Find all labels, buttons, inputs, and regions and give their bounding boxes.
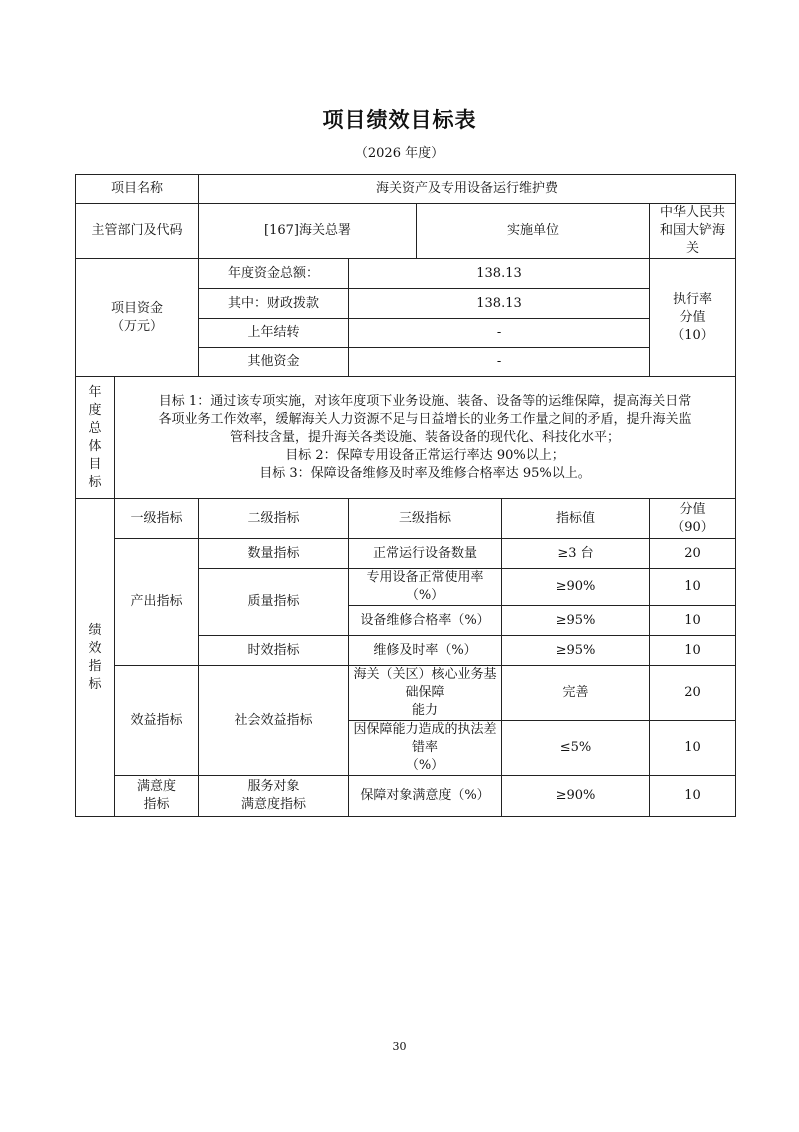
- annual-goals-label-char: 年: [88, 384, 102, 400]
- goal-line: 各项业务工作效率，缓解海关人力资源不足与日益增长的业务工作量之间的矛盾，提升海关监: [158, 411, 692, 427]
- indicator-name: 保障对象满意度（%）: [349, 776, 502, 817]
- indicators-side-char: 绩: [88, 622, 102, 638]
- indicators-side-char: 效: [88, 640, 102, 656]
- execution-rate-score: [650, 259, 736, 377]
- satisfaction-label-line2: 指标: [143, 797, 170, 812]
- table-row: [76, 539, 736, 569]
- indicator-value: ≤5%: [502, 721, 650, 776]
- indicator-score: 10: [650, 569, 736, 606]
- dept-label: 主管部门及代码: [76, 204, 199, 259]
- header-score: [650, 499, 736, 539]
- header-value: 指标值: [502, 499, 650, 539]
- indicator-value: ≥95%: [502, 636, 650, 666]
- indicator-score: 10: [650, 636, 736, 666]
- indicator-value: ≥3 台: [502, 539, 650, 569]
- satisfaction-label-line1: 满意度: [137, 779, 177, 794]
- indicator-name: 维修及时率（%）: [349, 636, 502, 666]
- indicator-score: 20: [650, 539, 736, 569]
- indicator-value: ≥95%: [502, 606, 650, 636]
- impl-unit-value: 中华人民共和国大铲海关: [650, 204, 736, 259]
- header-level2: 二级指标: [199, 499, 349, 539]
- funds-other-value: -: [349, 348, 650, 377]
- document-year: （2026 年度）: [354, 146, 445, 161]
- social-benefit-indicator-label: 社会效益指标: [199, 666, 349, 776]
- indicator-value: 完善: [502, 666, 650, 721]
- execution-rate-line1: 执行率: [673, 291, 713, 307]
- funds-total-label: 年度资金总额：: [199, 259, 349, 289]
- execution-rate-line2: 分值: [679, 309, 706, 325]
- header-level1: 一级指标: [115, 499, 199, 539]
- indicator-score: 10: [650, 776, 736, 817]
- document-title: 项目绩效目标表: [322, 108, 477, 132]
- execution-rate-line3: （10）: [671, 327, 714, 343]
- indicator-score: 10: [650, 721, 736, 776]
- indicator-header-row: [76, 499, 736, 539]
- header-score-line1: 分值: [679, 501, 706, 517]
- project-name-row: [76, 175, 736, 204]
- annual-goals-text: [115, 377, 736, 499]
- quantity-indicator-label: 数量指标: [199, 539, 349, 569]
- timeliness-indicator-label: 时效指标: [199, 636, 349, 666]
- satisfaction-indicator-label: [115, 776, 199, 817]
- indicator-value: ≥90%: [502, 776, 650, 817]
- funds-carryover-label: 上年结转: [199, 319, 349, 348]
- indicator-name: 正常运行设备数量: [349, 539, 502, 569]
- indicator-name-line2: 能力: [412, 703, 439, 718]
- funds-total-row: [76, 259, 736, 289]
- funds-carryover-value: -: [349, 319, 650, 348]
- goal-line: 目标 1：通过该专项实施，对该年度项下业务设施、装备、设备等的运维保障，提高海关日常: [158, 393, 692, 409]
- funds-fiscal-value: 138.13: [349, 289, 650, 319]
- indicator-name: 专用设备正常使用率（%）: [349, 569, 502, 606]
- table-row: [76, 666, 736, 721]
- indicator-score: 20: [650, 666, 736, 721]
- indicator-name: [349, 666, 502, 721]
- table-row: [76, 776, 736, 817]
- service-satisfaction-label: [199, 776, 349, 817]
- annual-goals-label-char: 度: [88, 402, 102, 418]
- goal-line: 目标 2：保障专用设备正常运行率达 90%以上；: [285, 447, 565, 463]
- annual-goals-row: [76, 377, 736, 499]
- indicator-score: 10: [650, 606, 736, 636]
- funds-fiscal-label: 其中：财政拨款: [199, 289, 349, 319]
- page-number: 30: [392, 1040, 407, 1053]
- impl-unit-label: 实施单位: [417, 204, 650, 259]
- indicators-side-char: 标: [88, 676, 102, 692]
- annual-goals-label-char: 体: [88, 438, 102, 454]
- quality-indicator-label: 质量指标: [199, 569, 349, 636]
- indicator-name-line1: 因保障能力造成的执法差错率: [353, 722, 497, 755]
- indicator-name: 设备维修合格率（%）: [349, 606, 502, 636]
- service-label-line1: 服务对象: [247, 779, 300, 794]
- indicator-value: ≥90%: [502, 569, 650, 606]
- annual-goals-label-char: 总: [88, 420, 102, 436]
- funds-total-value: 138.13: [349, 259, 650, 289]
- dept-value: [167]海关总署: [199, 204, 417, 259]
- department-row: [76, 204, 736, 259]
- project-name-label: 项目名称: [76, 175, 199, 204]
- annual-goals-label-char: 目: [88, 456, 102, 472]
- funds-other-label: 其他资金: [199, 348, 349, 377]
- funds-label-line2: （万元）: [111, 318, 164, 334]
- annual-goals-label-char: 标: [88, 474, 102, 490]
- header-level3: 三级指标: [349, 499, 502, 539]
- output-indicator-label: 产出指标: [115, 539, 199, 666]
- funds-label-line1: 项目资金: [111, 300, 164, 316]
- indicators-side-label: [76, 499, 115, 817]
- funds-label: [76, 259, 199, 377]
- service-label-line2: 满意度指标: [241, 797, 307, 812]
- goal-line: 管科技含量，提升海关各类设施、装备设备的现代化、科技化水平；: [230, 429, 621, 445]
- indicator-name-line2: （%）: [405, 758, 445, 773]
- indicator-name-line1: 海关（关区）核心业务基础保障: [353, 667, 497, 700]
- indicators-side-char: 指: [88, 658, 102, 674]
- annual-goals-label: [76, 377, 115, 499]
- performance-goals-table: [75, 174, 736, 817]
- benefit-indicator-label: 效益指标: [115, 666, 199, 776]
- project-name-value: 海关资产及专用设备运行维护费: [199, 175, 736, 204]
- goal-line: 目标 3：保障设备维修及时率及维修合格率达 95%以上。: [259, 465, 591, 481]
- indicator-name: [349, 721, 502, 776]
- header-score-line2: （90）: [671, 519, 714, 535]
